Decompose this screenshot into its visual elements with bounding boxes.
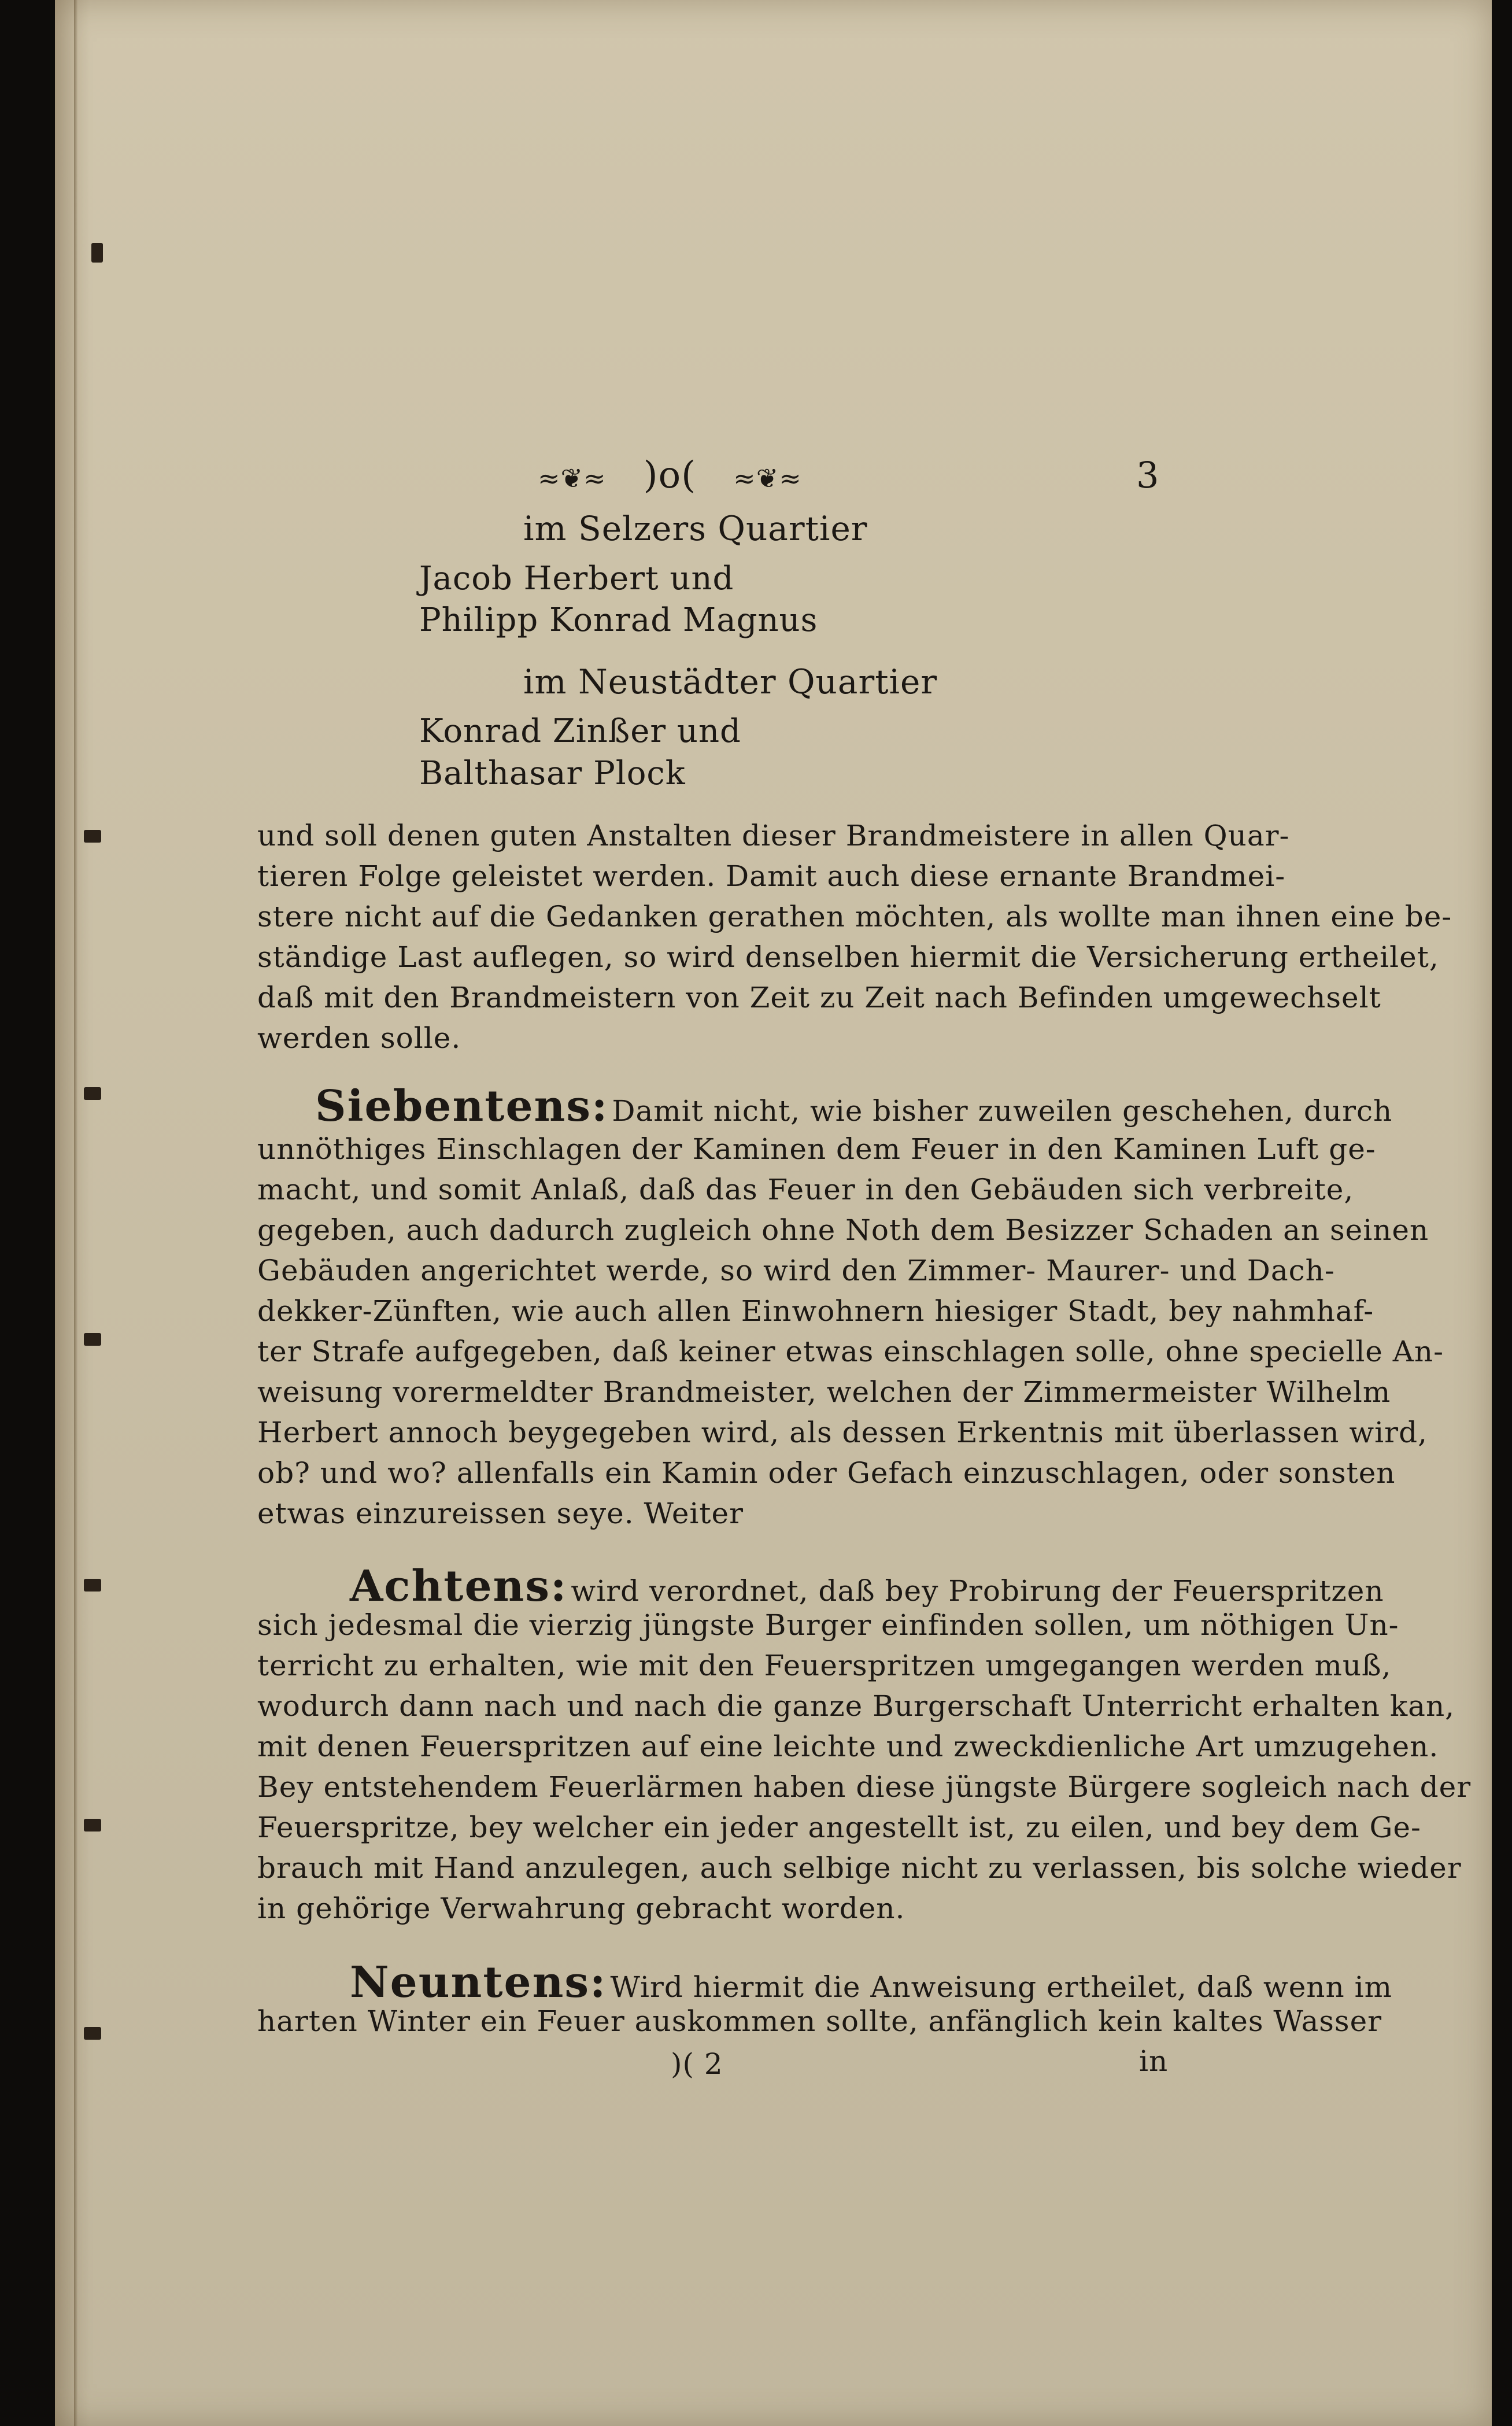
signature-mark: )( 2 — [671, 2047, 723, 2081]
ornament-right-icon: ≈❦≈ — [733, 462, 802, 494]
section-heading-neuntens: Neuntens: — [350, 1958, 607, 2007]
binding-mark — [84, 830, 101, 843]
binding-mark — [84, 1087, 101, 1100]
body-line: Wird hiermit die Anweisung ertheilet, daß wenn im — [610, 1970, 1393, 2004]
quarter-heading-selzers: im Selzers Quartier — [523, 509, 868, 548]
page-number: 3 — [1136, 454, 1160, 496]
body-line: ob? und wo? allenfalls ein Kamin oder Gefach einzuschlagen, oder sonsten — [257, 1456, 1396, 1490]
section-siebentens-first-line — [315, 1081, 1393, 1131]
body-line: unnöthiges Einschlagen der Kaminen dem Feuer in den Kaminen Luft ge- — [257, 1132, 1376, 1166]
name-line: Jacob Herbert und — [419, 560, 734, 597]
body-line: ter Strafe aufgegeben, daß keiner etwas einschlagen solle, ohne specielle An- — [257, 1335, 1444, 1368]
body-line: wodurch dann nach und nach die ganze Burgerschaft Unterricht erhalten kan, — [257, 1689, 1455, 1723]
section-neuntens-first-line — [350, 1958, 1393, 2007]
body-line: Damit nicht, wie bisher zuweilen geschehen, durch — [612, 1094, 1393, 1128]
body-line: Feuerspritze, bey welcher ein jeder angestellt ist, zu eilen, und bey dem Ge- — [257, 1811, 1421, 1844]
body-line: Herbert annoch beygegeben wird, als dessen Erkentnis mit überlassen wird, — [257, 1416, 1428, 1449]
binding-mark — [84, 1579, 101, 1592]
binding-mark — [84, 2027, 101, 2040]
body-line: weisung vorermeldter Brandmeister, welchen der Zimmermeister Wilhelm — [257, 1375, 1391, 1409]
section-achtens-first-line — [350, 1561, 1384, 1611]
binding-mark — [84, 1819, 101, 1831]
body-line: werden solle. — [257, 1021, 461, 1055]
body-line: etwas einzureissen seye. Weiter — [257, 1497, 744, 1530]
body-line: brauch mit Hand anzulegen, auch selbige nicht zu verlassen, bis solche wieder — [257, 1851, 1462, 1885]
binding-gutter — [74, 0, 77, 2426]
name-line: Balthasar Plock — [419, 755, 686, 792]
running-header — [538, 454, 802, 497]
binding-mark — [84, 1333, 101, 1346]
body-line: wird verordnet, daß bey Probirung der Feuerspritzen — [571, 1574, 1384, 1608]
body-line: daß mit den Brandmeistern von Zeit zu Zeit nach Befinden umgewechselt — [257, 981, 1381, 1014]
body-line: in gehörige Verwahrung gebracht worden. — [257, 1892, 905, 1925]
body-line: Gebäuden angerichtet werde, so wird den Zimmer- Maurer- und Dach- — [257, 1254, 1335, 1287]
name-line: Konrad Zinßer und — [419, 712, 741, 750]
body-line: mit denen Feuerspritzen auf eine leichte und zweckdienliche Art umzugehen. — [257, 1730, 1439, 1763]
body-line: Bey entstehendem Feuerlärmen haben diese jüngste Bürgere sogleich nach der — [257, 1770, 1472, 1804]
binding-mark — [91, 243, 103, 263]
body-line: dekker-Zünften, wie auch allen Einwohnern hiesiger Stadt, bey nahmhaf- — [257, 1294, 1374, 1328]
body-line: ständige Last auflegen, so wird denselben hiermit die Versicherung ertheilet, — [257, 940, 1439, 974]
body-line: gegeben, auch dadurch zugleich ohne Noth dem Besizzer Schaden an seinen — [257, 1213, 1429, 1247]
body-line: sich jedesmal die vierzig jüngste Burger einfinden sollen, um nöthigen Un- — [257, 1608, 1399, 1642]
body-line: tieren Folge geleistet werden. Damit auch diese ernante Brandmei- — [257, 859, 1286, 893]
body-line: harten Winter ein Feuer auskommen sollte, anfänglich kein kaltes Wasser — [257, 2004, 1382, 2038]
body-line: terricht zu erhalten, wie mit den Feuerspritzen umgegangen werden muß, — [257, 1649, 1392, 1682]
name-line: Philipp Konrad Magnus — [419, 601, 818, 639]
body-line: und soll denen guten Anstalten dieser Brandmeistere in allen Quar- — [257, 819, 1290, 852]
catchword: in — [1139, 2044, 1169, 2078]
section-heading-achtens: Achtens: — [350, 1561, 568, 1611]
quarter-heading-neustaedter: im Neustädter Quartier — [523, 662, 938, 701]
body-line: macht, und somit Anlaß, daß das Feuer in den Gebäuden sich verbreite, — [257, 1173, 1354, 1206]
body-line: stere nicht auf die Gedanken gerathen möchten, als wollte man ihnen eine be- — [257, 900, 1452, 933]
section-heading-siebentens: Siebentens: — [315, 1081, 609, 1131]
ornament-left-icon: ≈❦≈ — [538, 462, 607, 494]
running-title: )o( — [643, 454, 697, 497]
